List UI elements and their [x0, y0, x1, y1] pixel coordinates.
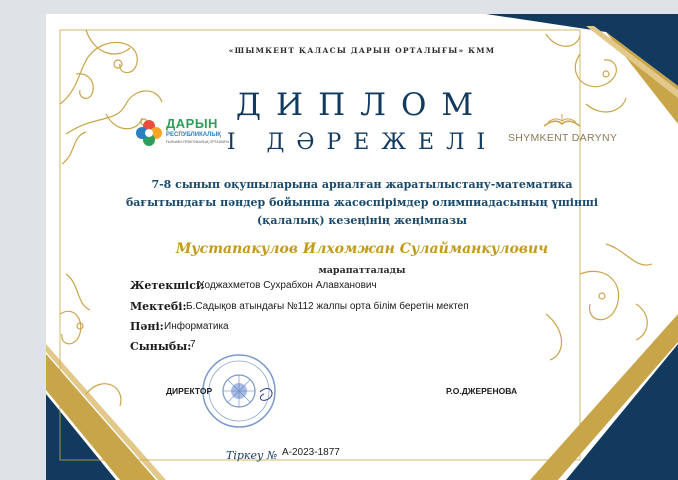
- registration-label: Тіркеу №: [226, 449, 278, 462]
- grade-value: 7: [190, 339, 196, 350]
- school-label: Мектебі:: [130, 300, 187, 313]
- subject-value: Информатика: [164, 321, 229, 332]
- organization-name: «ШЫМКЕНТ ҚАЛАСЫ ДАРЫН ОРТАЛЫҒЫ» КММ: [228, 46, 496, 55]
- certificate-page: [46, 14, 678, 480]
- award-reason: 7-8 сынып оқушыларына арналған жаратылыстану-математика бағытындағы пәндер бойынша жасөспірімдер олимпиадасының үшінші (қалалық) кезеңінің жеңімпазы: [125, 178, 599, 227]
- diploma-degree: І ДӘРЕЖЕЛІ: [226, 130, 498, 155]
- daryn-brand: ДАРЫН: [166, 116, 218, 131]
- supervisor-value: Ходжахметов Сухрабхон Алавханович: [198, 280, 377, 291]
- subject-label: Пәні:: [130, 320, 164, 333]
- shymkent-daryny-brand: SHYMKENT DARYNY: [508, 132, 618, 144]
- grade-label: Сыныбы:: [130, 340, 192, 353]
- registration-value: А-2023-1877: [282, 447, 340, 458]
- corner-navy-bottom-right: [566, 344, 678, 480]
- awarded-text: марапатталады: [318, 265, 406, 276]
- daryn-small: ҒЫЛЫМИ-ПРАКТИКАЛЫҚ ОРТАЛЫҒЫ: [166, 140, 230, 144]
- floral-ornament-bottom-right-icon: [546, 244, 652, 360]
- director-name: Р.О.ДЖЕРЕНОВА: [446, 386, 518, 396]
- winner-name: Мустапакулов Илхомжан Сулайманкулович: [175, 241, 549, 257]
- supervisor-label: Жетекшісі:: [130, 279, 205, 292]
- daryn-sub: РЕСПУБЛИКАЛЫҚ: [166, 132, 221, 138]
- director-label: ДИРЕКТОР: [166, 386, 213, 396]
- diploma-title: ДИПЛОМ: [235, 87, 489, 123]
- school-value: Б.Садықов атындағы №112 жалпы орта білім беретін мектеп: [186, 301, 469, 312]
